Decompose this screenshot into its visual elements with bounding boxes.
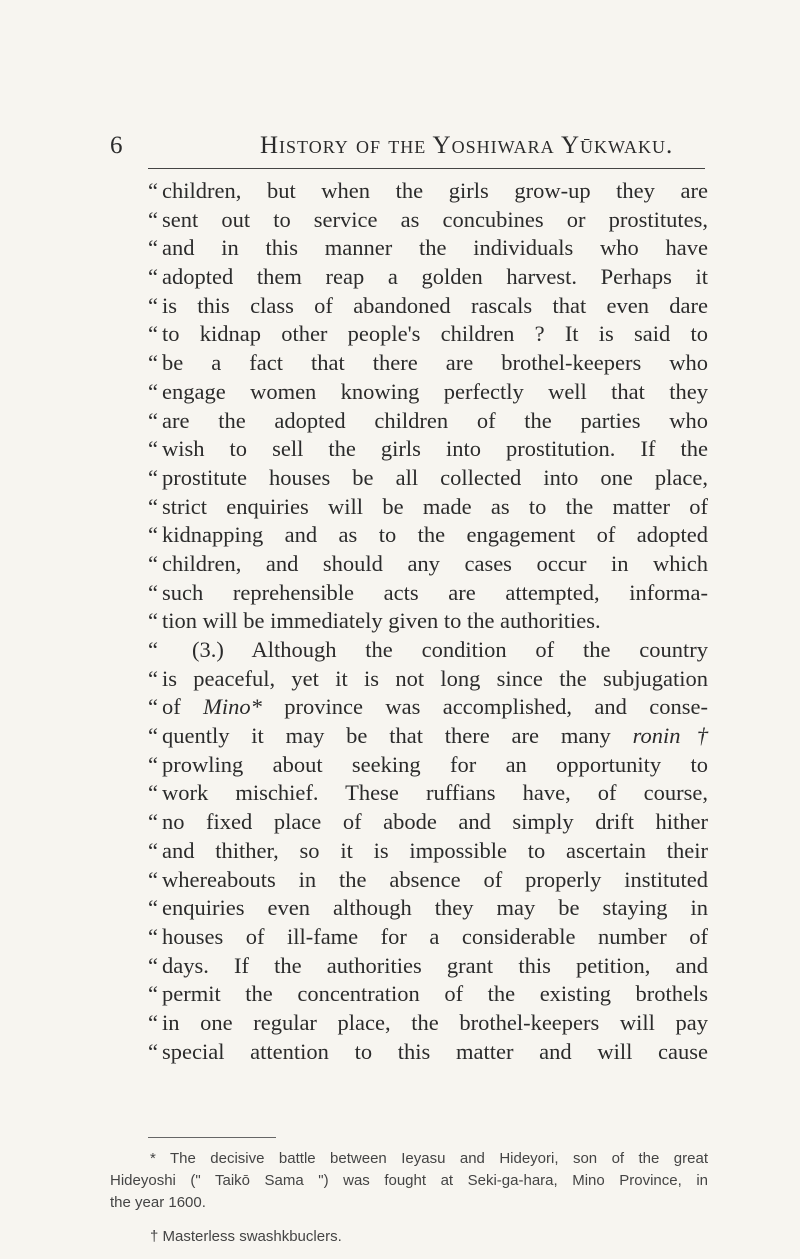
italic-term: ronin†	[632, 723, 708, 749]
text-line: “ permit the concentration of the existing brothels	[148, 981, 708, 1007]
footnote-rule	[148, 1137, 276, 1138]
text-line: “ houses of ill-fame for a considerable number of	[148, 923, 708, 949]
footnote-1-end: the year 1600.	[110, 1194, 206, 1211]
text-line: “ special attention to this matter and will cause	[148, 1038, 708, 1064]
page-number: 6	[110, 132, 123, 159]
italic-term: Mino*	[203, 694, 262, 720]
text-line: “ work mischief. These ruffians have, of course,	[148, 780, 708, 806]
text-line: “ and thither, so it is impossible to ascertain their	[148, 837, 708, 863]
text-line: “ wish to sell the girls into prostitution. If the	[148, 436, 708, 462]
text-line: “ tion will be immediately given to the authorities.	[148, 608, 601, 634]
text-line: “ be a fact that there are brothel-keepers who	[148, 350, 708, 376]
text-line: “ and in this manner the individuals who have	[148, 235, 708, 261]
text-line: “ kidnapping and as to the engagement of adopted	[148, 522, 708, 548]
page-header	[110, 132, 705, 166]
footnote-1: * The decisive battle between Ieyasu and Hideyori, son of the great	[150, 1150, 708, 1167]
text-line: “ are the adopted children of the parties who	[148, 407, 708, 433]
text-line: “ children, but when the girls grow-up they are	[148, 178, 708, 203]
body-text	[148, 177, 708, 1066]
text-line: “ to kidnap other people's children ? It is said to	[148, 321, 708, 347]
text-line: “ is peaceful, yet it is not long since the subjugation	[148, 665, 708, 691]
text-line: “ adopted them reap a golden harvest. Perhaps it	[148, 264, 708, 290]
text-line: “ enquiries even although they may be staying in	[148, 895, 708, 921]
text-line: “ children, and should any cases occur in which	[148, 550, 708, 576]
text-line: “ sent out to service as concubines or prostitutes,	[148, 206, 708, 232]
text-line: “ prostitute houses be all collected into one place,	[148, 464, 708, 490]
footnotes	[110, 1148, 708, 1248]
footnote-2: † Masterless swashkbuclers.	[150, 1228, 342, 1245]
text-line: “ (3.) Although the condition of the country	[148, 637, 708, 662]
text-line: “ prowling about seeking for an opportunity to	[148, 751, 708, 777]
footnote-1-cont: Hideyoshi (" Taikō Sama ") was fought at Seki-ga-hara, Mino Province, in	[110, 1172, 708, 1189]
text-line: “ in one regular place, the brothel-keepers will pay	[148, 1009, 708, 1035]
text-line: “ quently it may be that there are many ronin†	[148, 723, 708, 749]
running-head: History of the Yoshiwara Yūkwaku.	[260, 132, 674, 159]
text-line: “ engage women knowing perfectly well that they	[148, 378, 708, 404]
text-line: “ of Mino* province was accomplished, and conse-	[148, 694, 708, 720]
text-line: “ is this class of abandoned rascals that even dare	[148, 292, 708, 318]
text-line: “ whereabouts in the absence of properly instituted	[148, 866, 708, 892]
text-line: “ such reprehensible acts are attempted, informa-	[148, 579, 708, 605]
text-line: “ strict enquiries will be made as to the matter of	[148, 493, 708, 519]
text-line: “ days. If the authorities grant this petition, and	[148, 952, 708, 978]
text-line: “ no fixed place of abode and simply drift hither	[148, 809, 708, 835]
header-rule	[148, 168, 705, 169]
